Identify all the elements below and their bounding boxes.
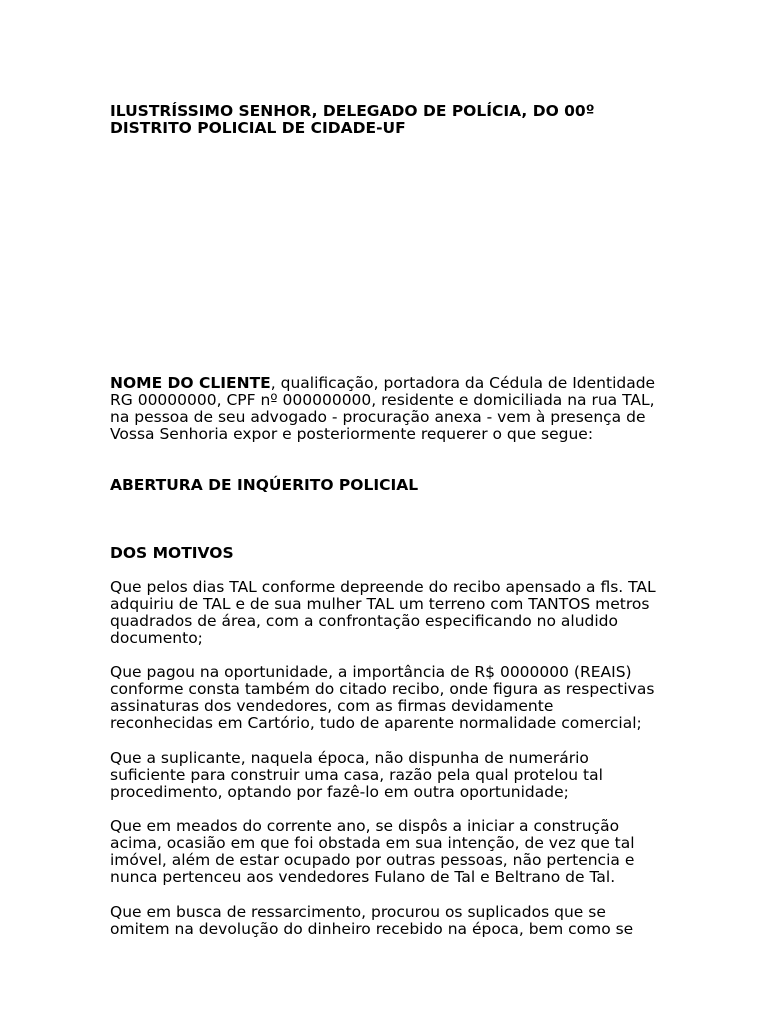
body-paragraph-5: Que em busca de ressarcimento, procurou os suplicados que se omitem na devolução do dinheiro recebido na época, bem como se — [110, 903, 634, 938]
body-paragraph-4: Que em meados do corrente ano, se dispôs a iniciar a construção acima, ocasião em que foi obstada em sua intenção, de vez que tal imóvel, além de estar ocupado por outras pessoas, não pertencia e nunca pertenceu aos vendedores Fulano de Tal e Beltrano de Tal. — [110, 817, 635, 886]
body-paragraph-1: Que pelos dias TAL conforme depreende do recibo apensado a fls. TAL adquiriu de TAL e de sua mulher TAL um terreno com TANTOS metros quadrados de área, com a confrontação especificando no aludido documento; — [110, 578, 656, 647]
client-name: NOME DO CLIENTE — [110, 374, 271, 392]
section-heading-motives: DOS MOTIVOS — [110, 544, 234, 562]
intro-paragraph — [110, 375, 670, 443]
section-heading-request: ABERTURA DE INQÚERITO POLICIAL — [110, 476, 419, 494]
document-heading: ILUSTRÍSSIMO SENHOR, DELEGADO DE POLÍCIA, DO 00º DISTRITO POLICIAL DE CIDADE-UF — [110, 102, 595, 137]
body-paragraph-3: Que a suplicante, naquela época, não dispunha de numerário suficiente para construir uma casa, razão pela qual protelou tal procedimento, optando por fazê-lo em outra oportunidade; — [110, 749, 603, 801]
body-paragraph-2: Que pagou na oportunidade, a importância de R$ 0000000 (REAIS) conforme consta também do citado recibo, onde figura as respectivas assinaturas dos vendedores, com as firmas devidamente reconhecidas em Cartório, tudo de aparente normalidade comercial; — [110, 663, 655, 732]
intro-text: , qualificação, portadora da Cédula de Identidade RG 00000000, CPF nº 000000000, residente e domiciliada na rua TAL, na pessoa de seu advogado - procuração anexa - vem à presença de Vossa Senhoria expor e posteriormente requerer o que segue: — [110, 374, 656, 443]
document-page — [110, 0, 670, 1024]
